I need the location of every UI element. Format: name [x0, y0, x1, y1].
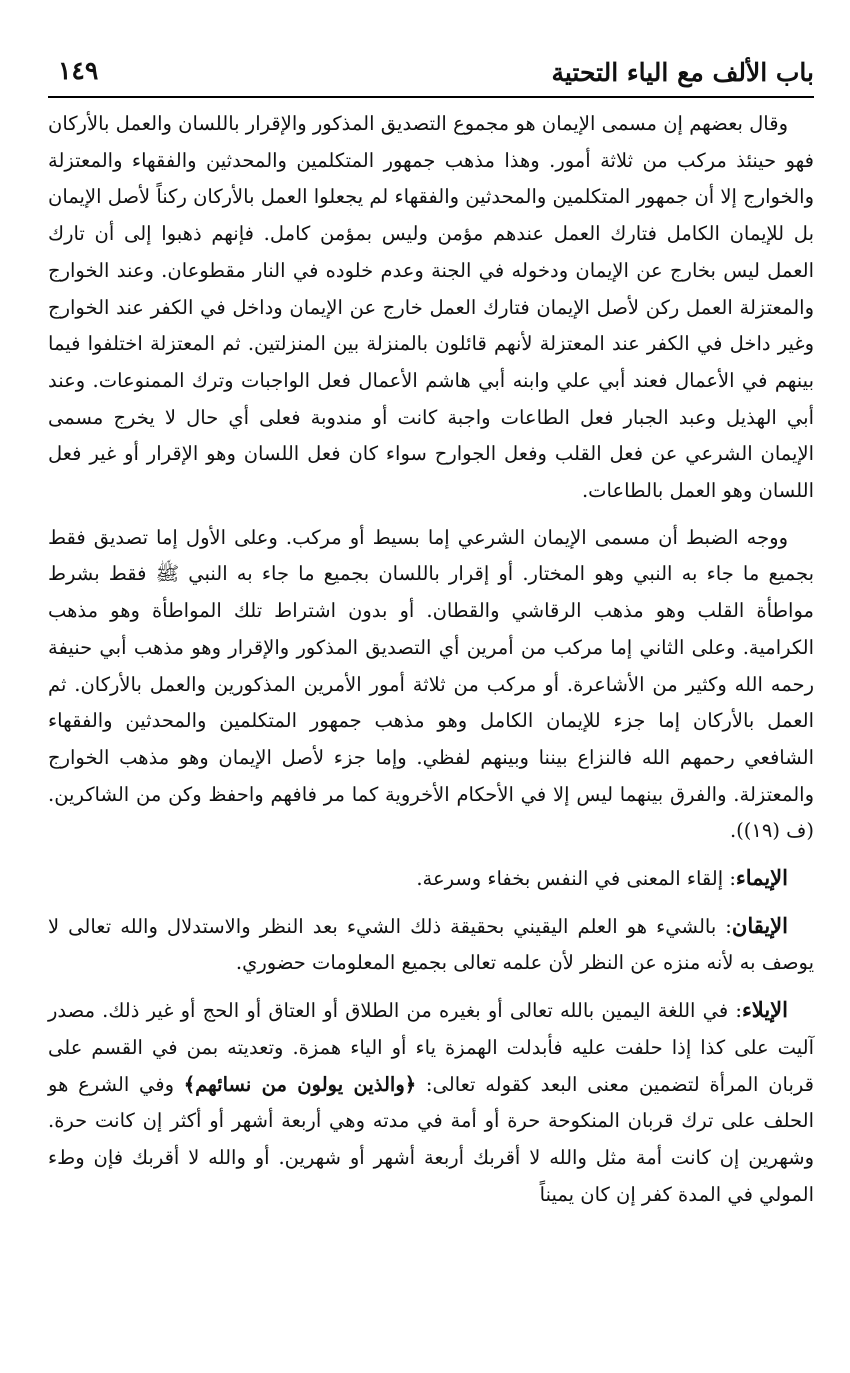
page-body — [48, 106, 814, 1223]
entry-term-al-imaa: الإيماء — [735, 865, 788, 891]
entry-term-al-ilaa: الإيلاء — [741, 997, 788, 1023]
entry-term-al-iqan: الإيقان — [731, 912, 788, 938]
page-header — [48, 52, 814, 98]
entry-al-ilaa — [48, 992, 814, 1213]
entry-al-iqan — [48, 908, 814, 982]
page-number: ١٤٩ — [58, 56, 99, 85]
entry-definition-al-iqan: : بالشيء هو العلم اليقيني بحقيقة ذلك الشيء بعد النظر والاستدلال والله تعالى لا يوصف به لأنه منزه عن النظر لأن علمه تعالى بجميع المعلومات حضوري. — [48, 914, 814, 975]
entry-al-imaa — [48, 860, 814, 898]
paragraph-iman-composition: وقال بعضهم إن مسمى الإيمان هو مجموع التصديق المذكور والإقرار باللسان والعمل بالأركان فهو حينئذ مركب من ثلاثة أمور. وهذا مذهب جمهور المتكلمين والمحدثين والفقهاء والمعتزلة والخوارج إلا أن جمهور المتكلمين والمحدثين والفقهاء لم يجعلوا العمل بالأركان ركناً لأصل الإيمان بل للإيمان الكامل فتارك العمل عندهم مؤمن وليس بمؤمن كامل. فإنهم ذهبوا إلى أن تارك العمل ليس بخارج عن الإيمان ودخوله في الجنة وعدم خلوده في النار مقطوعان. وعند الخوارج والمعتزلة العمل ركن لأصل الإيمان فتارك العمل خارج عن الإيمان وداخل في الكفر عند الخوارج وغير داخل في الكفر عند المعتزلة لأنهم قائلون بالمنزلة بين المنزلتين. ثم المعتزلة اختلفوا فيما بينهم في الأعمال فعند أبي علي وابنه أبي هاشم الأعمال فعل الواجبات وترك الممنوعات. وعند أبي الهذيل وعبد الجبار فعل الطاعات واجبة كانت أو مندوبة فعلى أي حال لا يخرج مسمى الإيمان الشرعي عن فعل القلب وفعل الجوارح سواء كان فعل اللسان وهو الإقرار أو غير فعل اللسان وهو العمل بالطاعات. — [48, 112, 814, 503]
chapter-title: باب الألف مع الياء التحتية — [551, 58, 814, 87]
entry-definition-al-imaa: : إلقاء المعنى في النفس بخفاء وسرعة. — [416, 867, 736, 891]
entry-definition-al-ilaa-part2: وفي الشرع هو الحلف على ترك قربان المنكوحة حرة أو أمة في مدته وهي أربعة أشهر أو أكثر إن كانت حرة. وشهرين إن كانت أمة مثل والله لا أقربك أربعة أشهر أو شهرين. أو والله لا أقربك فإن وطء المولي في المدة كفر إن كان يميناً — [48, 1072, 814, 1206]
entry-definition-al-ilaa-part1: : في اللغة اليمين بالله تعالى أو بغيره من الطلاق أو العتاق أو الحج أو غير ذلك. مصدر آليت على كذا إذا حلفت عليه فأبدلت الهمزة ياء أو الياء همزة. وتعديته بمن في القسم على قربان المرأة لتضمين معنى البعد كقوله تعالى: — [48, 999, 814, 1096]
paragraph-classification: ووجه الضبط أن مسمى الإيمان الشرعي إما بسيط أو مركب. وعلى الأول إما تصديق فقط بجميع ما جاء به النبي وهو المختار. أو إقرار باللسان بجميع ما جاء به النبي ﷺ فقط بشرط مواطأة القلب وهو مذهب الرقاشي والقطان. أو بدون اشتراط تلك المواطأة وهو مذهب الكرامية. وعلى الثاني إما مركب من أمرين أي التصديق المذكور والإقرار وهو مذهب أبي حنيفة رحمه الله وكثير من الأشاعرة. أو مركب من ثلاثة أمور الأمرين المذكورين والعمل بالأركان. ثم العمل بالأركان إما جزء للإيمان الكامل وهو مذهب جمهور المتكلمين والمحدثين والفقهاء الشافعي رحمهم الله فالنزاع بيننا وبينهم لفظي. وإما جزء لأصل الإيمان وهو مذهب الخوارج والمعتزلة. والفرق بينهما ليس إلا في الأحكام الأخروية كما مر فافهم واحفظ وكن من الشاكرين. (ف (١٩)). — [48, 525, 814, 843]
quran-quote: ﴿والذين يولون من نسائهم﴾ — [183, 1072, 417, 1096]
